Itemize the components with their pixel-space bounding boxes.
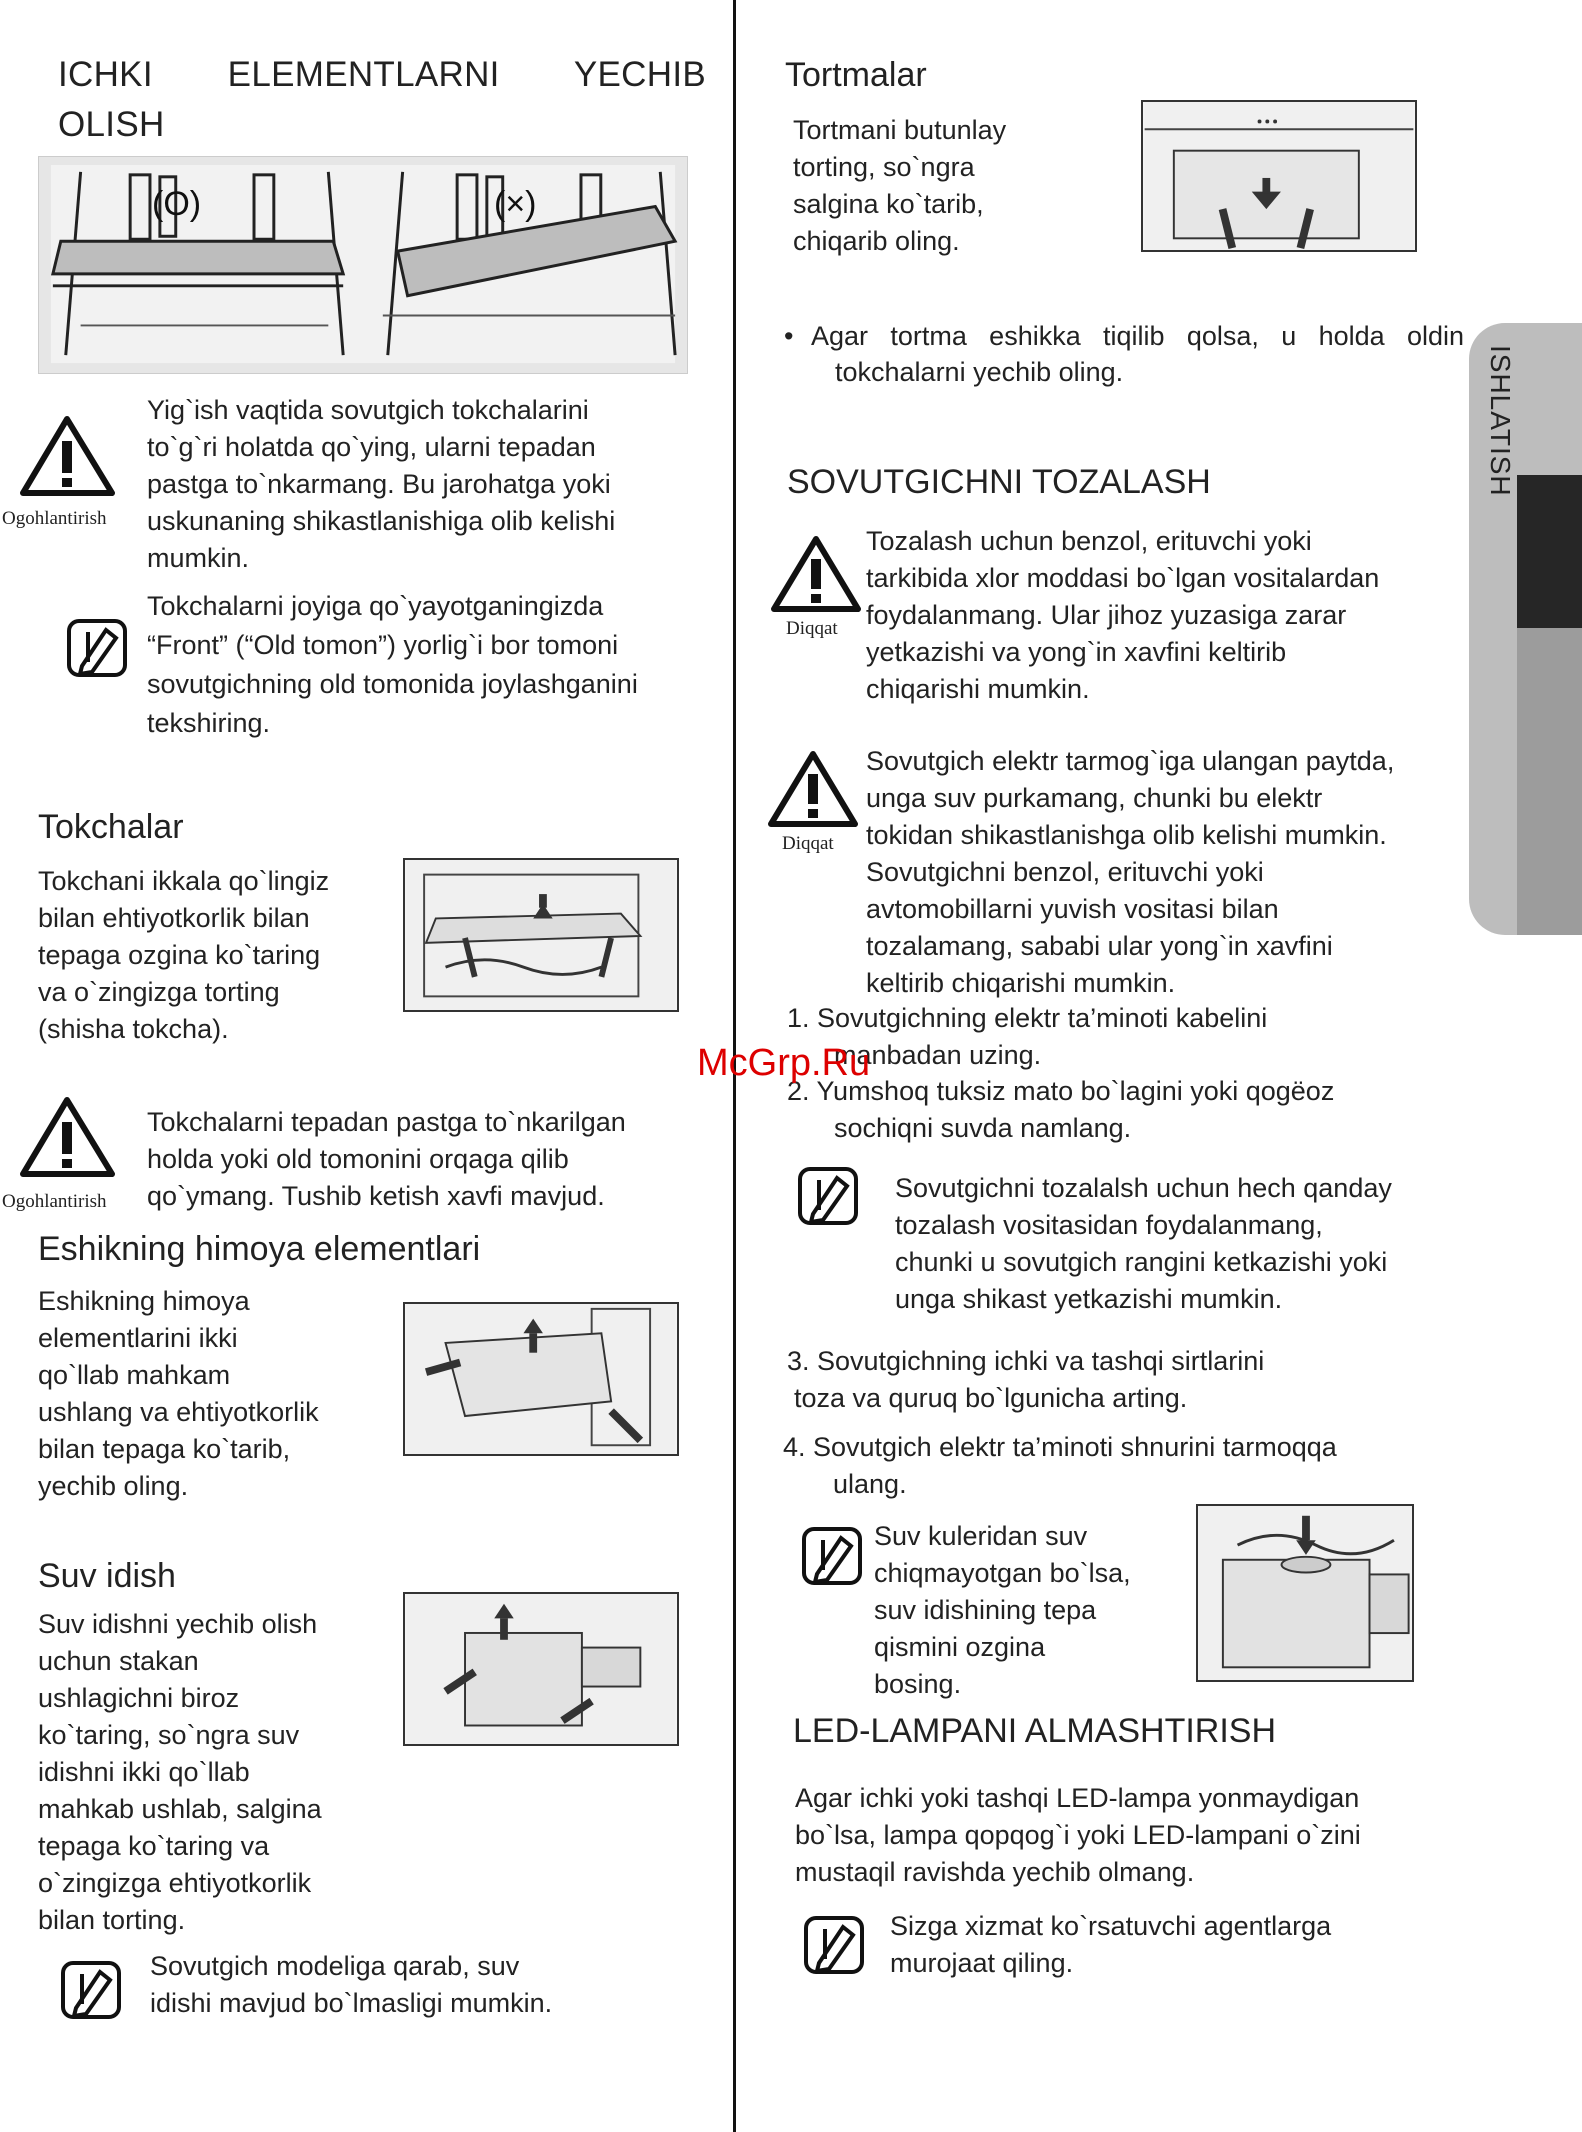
step-2: 2. Yumshoq tuksiz mato bo`lagini yoki qogëoz sochiqni suvda namlang. [787, 1076, 1335, 1143]
led-note-text: Sizga xizmat ko`rsatuvchi agentlarga murojaat qiling. [890, 1911, 1332, 1978]
shelves-heading: Tokchalar [38, 808, 184, 846]
note-icon [797, 1166, 859, 1226]
warning2-text: Tokchalarni tepadan pastga to`nkarilgan holda yoki old tomonini orqaga qilib qo`ymang. Tushib ketish xavfi mavjud. [147, 1107, 626, 1211]
bullet-line1: Agar tortma eshikka tiqilib qolsa, u holda oldin [811, 321, 1464, 351]
door-guard-figure [403, 1302, 679, 1456]
shelves-text: Tokchani ikkala qo`lingiz bilan ehtiyotkorlik bilan tepaga ozgina ko`taring va o`zingizga torting (shisha tokcha). [38, 866, 330, 1044]
note-icon [60, 1960, 122, 2020]
caution-label: Diqqat [782, 833, 834, 854]
water-cooler-note-text: Suv kuleridan suv chiqmayotgan bo`lsa, suv idishining tepa qismini ozgina bosing. [874, 1521, 1131, 1699]
water-tank-heading: Suv idish [38, 1557, 176, 1595]
led-text: Agar ichki yoki tashqi LED-lampa yonmaydigan bo`lsa, lampa qopqog`i yoki LED-lampani o`zini mustaqil ravishda yechib olmang. [795, 1783, 1361, 1887]
door-guards-heading: Eshikning himoya elementlari [38, 1230, 481, 1268]
caution-icon [771, 535, 861, 613]
warning-icon [20, 415, 115, 497]
section-title-line2: OLISH [58, 105, 165, 144]
led-heading: LED-LAMPANI ALMASHTIRISH [793, 1712, 1277, 1750]
caution2-text: Sovutgich elektr tarmog`iga ulangan paytda, unga suv purkamang, chunki bu elektr tokidan shikastlanishga olib kelishi mumkin. Sovutgichni benzol, erituvchi yoki avtomobillarni yuvish vositasi bilan tozalamang, sababi ular yong`in xavfini keltirib chiqarishi mumkin. [866, 746, 1395, 998]
note-icon [66, 618, 128, 678]
warning1-text: Yig`ish vaqtida sovutgich tokchalarini to`g`ri holatda qo`ying, ularni tepadan pastga to`nkarmang. Bu jarohatga yoki uskunaning shikastlanishiga olib kelishi mumkin. [147, 395, 616, 573]
note-icon [801, 1526, 863, 1586]
caution1-text: Tozalash uchun benzol, erituvchi yoki tarkibida xlor moddasi bo`lgan vositalardan foydalanmang. Ular jihoz yuzasiga zarar yetkazishi va yong`in xavfini keltirib chiqarishi mumkin. [866, 526, 1380, 704]
drawers-text: Tortmani butunlay torting, so`ngra salgina ko`tarib, chiqarib oling. [793, 115, 1007, 256]
section-title-line1: ICHKI ELEMENTLARNI YECHIB [58, 55, 706, 94]
step-1: 1. Sovutgichning elektr ta’minoti kabelini manbadan uzing. [787, 1003, 1268, 1070]
door-guards-text: Eshikning himoya elementlarini ikki qo`llab mahkam ushlang va ehtiyotkorlik bilan tepaga ko`tarib, yechib oling. [38, 1286, 319, 1501]
side-tab-label: ISHLATISH [1485, 345, 1516, 497]
shelf-orientation-figure [38, 156, 688, 374]
warning-icon [20, 1096, 115, 1178]
incorrect-mark: (×) [494, 185, 537, 223]
caution-label: Diqqat [786, 618, 838, 639]
cleaning-heading: SOVUTGICHNI TOZALASH [787, 463, 1211, 501]
step-4: 4. Sovutgich elektr ta’minoti shnurini tarmoqqa ulang. [783, 1432, 1337, 1499]
shelf-removal-figure [403, 858, 679, 1012]
bullet-line2: tokchalarni yechib oling. [835, 357, 1124, 387]
water-tank-figure [403, 1592, 679, 1746]
note-icon [803, 1915, 865, 1975]
caution-icon [768, 750, 858, 828]
step-3: 3. Sovutgichning ichki va tashqi sirtlarini toza va quruq bo`lgunicha arting. [787, 1346, 1265, 1413]
cleaning-note-text: Sovutgichni tozalalsh uchun hech qanday tozalash vositasidan foydalanmang, chunki u sovutgich rangini ketkazishi yoki unga shikast yetkazishi mumkin. [895, 1173, 1392, 1314]
watermark: McGrp.Ru [697, 1042, 871, 1084]
warning-label: Ogohlantirish [2, 1191, 107, 1212]
note2-text: Sovutgich modeliga qarab, suv idishi mavjud bo`lmasligi mumkin. [150, 1951, 553, 2018]
side-tab-marker [1517, 475, 1582, 628]
correct-mark: (O) [152, 185, 202, 223]
water-tank-text: Suv idishni yechib olish uchun stakan ushlagichni biroz ko`taring, so`ngra suv idishni ikki qo`llab mahkab ushlab, salgina tepaga ko`taring va o`zingizga ehtiyotkorlik bilan torting. [38, 1609, 322, 1935]
bullet-symbol: • [784, 321, 794, 351]
drawer-removal-figure [1141, 100, 1417, 252]
note1-text: Tokchalarni joyiga qo`yayotganingizda “Front” (“Old tomon”) yorlig`i bor tomoni sovutgichning old tomonida joylashganini tekshiring. [147, 591, 638, 738]
warning-label: Ogohlantirish [2, 508, 107, 529]
side-tab-lower [1517, 628, 1582, 935]
drawers-heading: Tortmalar [785, 56, 927, 94]
water-cooler-figure [1196, 1504, 1414, 1682]
